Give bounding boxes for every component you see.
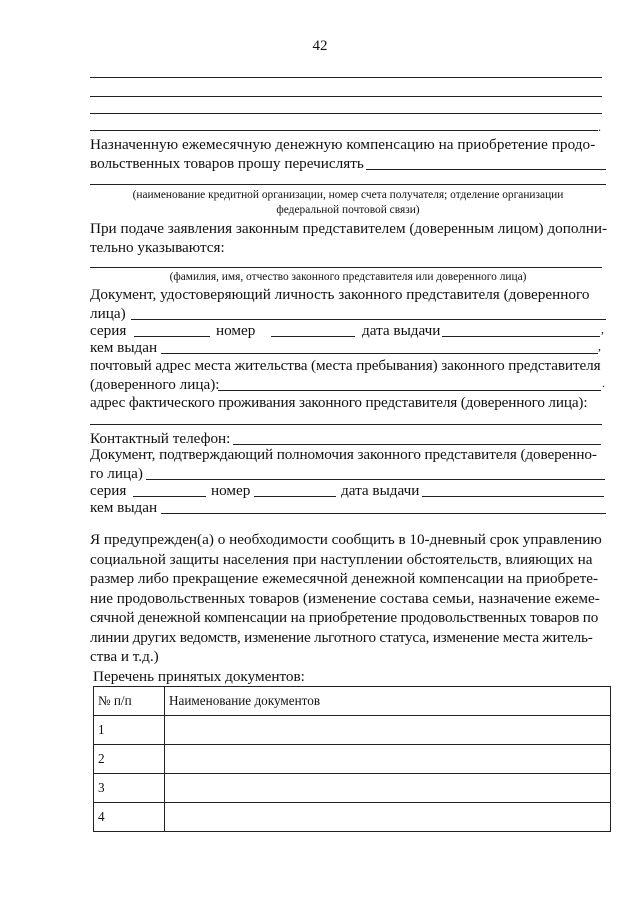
row-number-cell: 1 — [94, 716, 165, 745]
authority-document-field[interactable] — [146, 479, 605, 480]
document-name-cell[interactable] — [165, 774, 611, 803]
issue-date-label: дата выдачи — [362, 322, 441, 339]
warning-line: размер либо прекращение ежемесячной денежной компенсации на приобрете- — [90, 570, 599, 587]
issue-date-field[interactable] — [442, 336, 600, 337]
actual-address-field[interactable] — [90, 424, 602, 425]
table-row — [94, 745, 611, 774]
table-row — [94, 716, 611, 745]
authority-issue-date-field[interactable] — [422, 496, 604, 497]
bank-caption-line-2: федеральной почтовой связи) — [276, 204, 420, 216]
compensation-text-line-2 — [90, 155, 364, 173]
line-end-comma: , — [598, 339, 601, 353]
issued-by-field[interactable] — [161, 353, 598, 354]
document-name-cell[interactable] — [165, 803, 611, 832]
authority-number-label: номер — [211, 482, 251, 499]
representative-name-caption: (фамилия, имя, отчество законного представителя или доверенного лица) — [169, 271, 527, 283]
compensation-text-line-1: Назначенную ежемесячную денежную компенсацию на приобретение продо- — [90, 136, 596, 153]
authority-document-text-line-2: го лица) — [90, 465, 143, 482]
line-end-dot: . — [598, 120, 601, 134]
authority-document-text-line-1: Документ, подтверждающий полномочия законного представителя (доверенно- — [90, 446, 597, 463]
id-document-text-line-2: лица) — [90, 305, 126, 322]
postal-address-field[interactable] — [218, 390, 601, 391]
authority-issued-by-field[interactable] — [161, 513, 606, 514]
documents-table — [93, 686, 611, 832]
line-end-dot: . — [602, 376, 605, 390]
bank-details-field-2[interactable] — [90, 184, 606, 185]
series-field[interactable] — [134, 336, 210, 337]
postal-address-text-line-2: (доверенного лица): — [90, 376, 220, 393]
warning-line: социальной защиты населения при наступлении обстоятельств, влияющих на — [90, 550, 593, 568]
bank-details-field[interactable] — [366, 169, 606, 170]
documents-title: Перечень принятых документов: — [93, 668, 305, 685]
row-number-cell: 2 — [94, 745, 165, 774]
series-label: серия — [90, 322, 127, 339]
actual-address-text: адрес фактического проживания законного представителя (доверенного лица): — [90, 394, 588, 411]
blank-line — [90, 113, 602, 114]
id-document-field[interactable] — [131, 319, 606, 320]
authority-issued-by-label: кем выдан — [90, 499, 158, 516]
page-number: 42 — [312, 38, 328, 54]
id-document-text-line-1: Документ, удостоверяющий личность законного представителя (доверенного — [90, 286, 590, 303]
bank-caption-line-1: (наименование кредитной организации, номер счета получателя; отделение организации — [132, 189, 564, 201]
representative-text-line-1: При подаче заявления законным представителем (доверенным лицом) дополни- — [90, 220, 608, 237]
contact-phone-field[interactable] — [233, 444, 601, 445]
warning-line: линии других ведомств, изменение льготного статуса, изменение места житель- — [90, 628, 593, 646]
column-header-number: № п/п — [94, 687, 165, 716]
row-number-cell: 4 — [94, 803, 165, 832]
postal-address-text-line-1: почтовый адрес места жительства (места пребывания) законного представителя — [90, 357, 601, 374]
warning-paragraph — [90, 530, 610, 667]
warning-line: ства и т.д.) — [90, 648, 159, 665]
blank-line — [90, 130, 598, 131]
table-row — [94, 774, 611, 803]
blank-line — [90, 96, 602, 97]
document-name-cell[interactable] — [165, 745, 611, 774]
warning-line: сячной денежной компенсации на приобретение продовольственных товаров по — [90, 609, 599, 626]
authority-issue-date-label: дата выдачи — [341, 482, 420, 499]
authority-series-field[interactable] — [133, 496, 206, 497]
column-header-document-name: Наименование документов — [165, 687, 611, 716]
compensation-text-line-2-label: вольственных товаров прошу перечислять — [90, 155, 364, 172]
warning-line: Я предупрежден(а) о необходимости сообщить в 10-дневный срок управлению — [90, 531, 602, 548]
table-header-row — [94, 687, 611, 716]
warning-line: ние продовольственных товаров (изменение состава семьи, назначение ежеме- — [90, 589, 600, 607]
number-field[interactable] — [271, 336, 355, 337]
issued-by-label: кем выдан — [90, 339, 158, 356]
authority-series-label: серия — [90, 482, 127, 499]
representative-name-field[interactable] — [90, 267, 602, 268]
representative-text-line-2: тельно указываются: — [90, 239, 225, 256]
line-end-comma: , — [601, 322, 604, 336]
number-label: номер — [216, 322, 256, 339]
blank-line — [90, 77, 602, 78]
row-number-cell: 3 — [94, 774, 165, 803]
authority-number-field[interactable] — [254, 496, 336, 497]
document-name-cell[interactable] — [165, 716, 611, 745]
table-row — [94, 803, 611, 832]
contact-phone-label: Контактный телефон: — [90, 430, 231, 447]
